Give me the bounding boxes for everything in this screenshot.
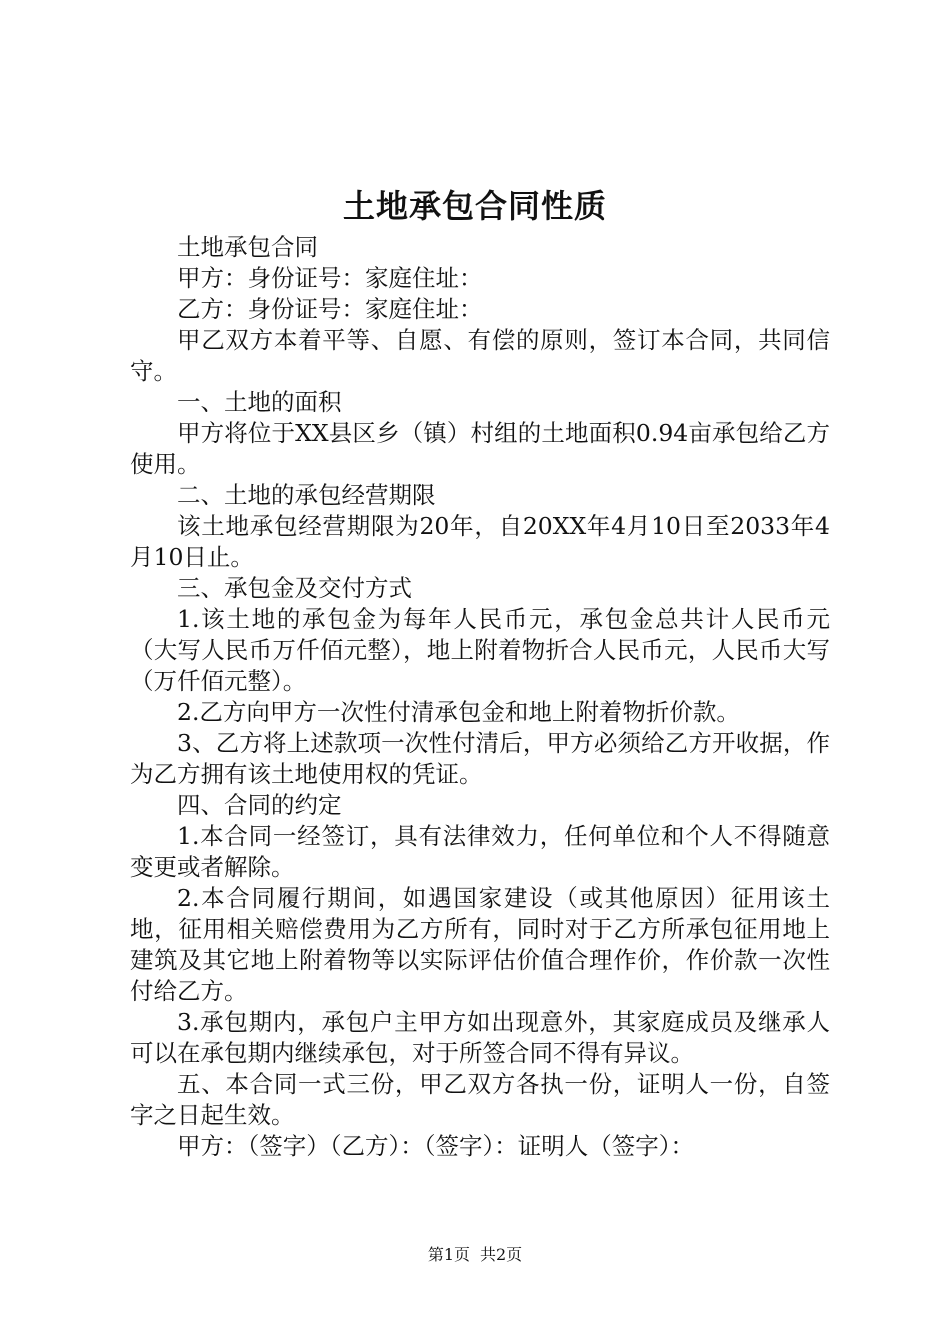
paragraph-signatures: 甲方：（签字）（乙方）：（签字）：证明人（签字）： xyxy=(177,1132,694,1160)
section-heading-payment: 三、承包金及交付方式 xyxy=(177,574,412,602)
section-heading-area: 一、土地的面积 xyxy=(177,388,342,416)
document-title: 土地承包合同性质 xyxy=(342,187,607,225)
paragraph-copies: 五、本合同一式三份，甲乙双方各执一份，证明人一份，自签字之日起生效。 xyxy=(130,1070,830,1129)
page-number: 第1页 xyxy=(427,1245,470,1264)
paragraph-party-a: 甲方：身份证号：家庭住址： xyxy=(177,264,483,292)
section-heading-agreement: 四、合同的约定 xyxy=(177,791,342,819)
paragraph-payment-1: 1.该土地的承包金为每年人民币元，承包金总共计人民币元（大写人民币万仟佰元整），地上附着物折合人民币元，人民币大写（万仟佰元整）。 xyxy=(130,605,830,695)
paragraph-payment-2: 2.乙方向甲方一次性付清承包金和地上附着物折价款。 xyxy=(177,698,740,726)
paragraph-agreement-3: 3.承包期内，承包户主甲方如出现意外，其家庭成员及继承人可以在承包期内继续承包，对于所签合同不得有异议。 xyxy=(130,1008,830,1067)
section-heading-term: 二、土地的承包经营期限 xyxy=(177,481,436,509)
paragraph-payment-3: 3、乙方将上述款项一次性付清后，甲方必须给乙方开收据，作为乙方拥有该土地使用权的凭证。 xyxy=(130,729,830,788)
paragraph-preamble: 甲乙双方本着平等、自愿、有偿的原则，签订本合同，共同信守。 xyxy=(130,326,830,385)
document-body xyxy=(130,232,830,1162)
page-total: 共2页 xyxy=(480,1245,523,1264)
paragraph-agreement-2: 2.本合同履行期间，如遇国家建设（或其他原因）征用该土地，征用相关赔偿费用为乙方所有，同时对于乙方所承包征用地上建筑及其它地上附着物等以实际评估价值合理作价，作价款一次性付给乙方。 xyxy=(130,884,830,1005)
page-footer xyxy=(0,1244,950,1266)
paragraph-party-b: 乙方：身份证号：家庭住址： xyxy=(177,295,483,323)
paragraph-area: 甲方将位于XX县区乡（镇）村组的土地面积0.94亩承包给乙方使用。 xyxy=(130,419,830,478)
paragraph-heading: 土地承包合同 xyxy=(177,233,318,261)
paragraph-agreement-1: 1.本合同一经签订，具有法律效力，任何单位和个人不得随意变更或者解除。 xyxy=(130,822,830,881)
paragraph-term: 该土地承包经营期限为20年，自20XX年4月10日至2033年4月10日止。 xyxy=(130,512,830,571)
